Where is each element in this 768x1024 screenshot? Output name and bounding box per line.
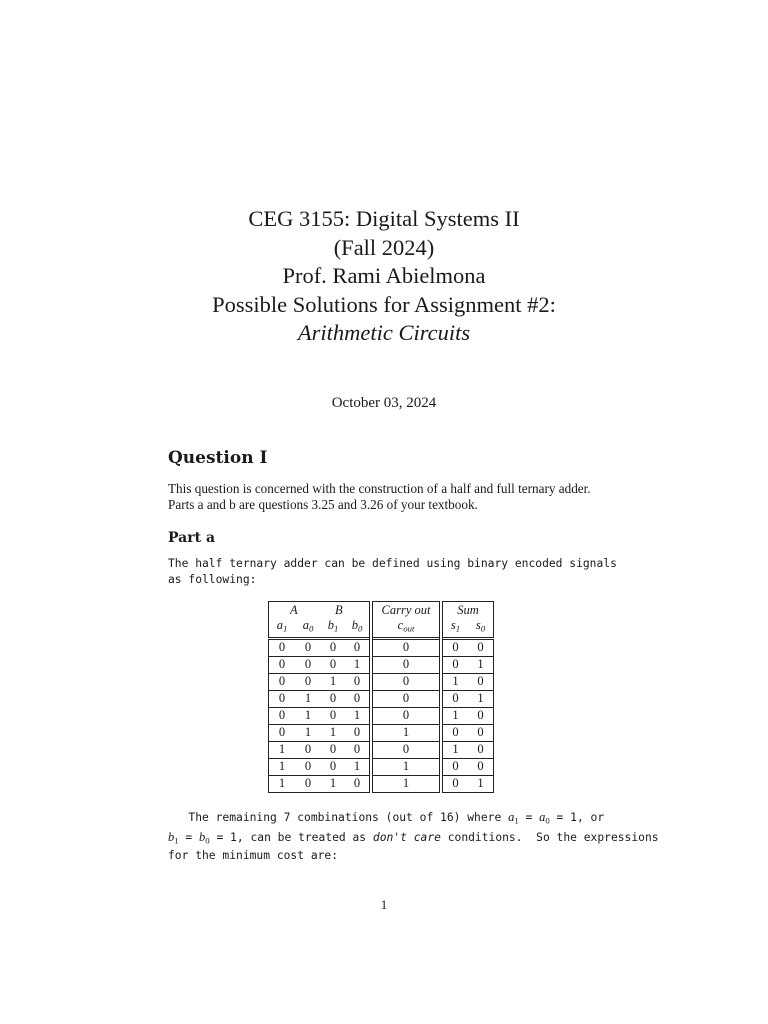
remaining-paragraph	[168, 809, 659, 864]
col-a0: $a_0$	[302, 618, 314, 634]
table-row: 0 0 0 1 0 0 1	[269, 656, 494, 673]
group-b-label: B	[345, 602, 371, 619]
intro-line-1: This question is concerned with the construction of a half and full ternary adder.	[168, 481, 591, 496]
page-number: 1	[380, 897, 388, 912]
table-column-header	[269, 618, 494, 638]
question-intro	[168, 481, 618, 513]
eq-b1: $b_1$	[168, 829, 179, 846]
group-sum-label: Sum	[441, 602, 494, 619]
truth-table	[268, 601, 494, 793]
remaining-line-3: for the minimum cost are:	[168, 849, 339, 863]
table-row: 0 1 0 0 0 0 1	[269, 690, 494, 707]
topic-title: Arithmetic Circuits	[297, 320, 471, 345]
title-block	[0, 205, 768, 348]
col-b0: $b_0$	[345, 618, 371, 638]
assignment-title: Possible Solutions for Assignment #2:	[212, 291, 556, 317]
course-title: CEG 3155: Digital Systems II	[248, 206, 520, 231]
dont-care-emphasis: don't care	[372, 830, 441, 844]
term: (Fall 2024)	[333, 234, 435, 260]
professor: Prof. Rami Abielmona	[282, 263, 486, 288]
intro-line-2: Parts a and b are questions 3.25 and 3.26 of your textbook.	[168, 497, 478, 512]
document-date: October 03, 2024	[331, 395, 437, 411]
eq-a0: $a_0$	[539, 810, 550, 826]
group-a-label: A	[295, 602, 321, 619]
col-s1: $s_1$	[450, 618, 461, 634]
remaining-line-2: $b_1 = b_0 = 1$, can be treated as don't care conditions. So the expressions	[168, 829, 659, 846]
table-row: 0 1 0 1 0 1 0	[269, 707, 494, 724]
part-a-line-2: as following:	[168, 573, 257, 586]
table-row: 0 0 0 0 0 0 0	[269, 638, 494, 656]
part-a-intro	[168, 556, 648, 588]
table-group-header	[269, 602, 494, 619]
col-a1: $a_1$	[269, 618, 296, 638]
table-row: 0 0 1 0 0 1 0	[269, 673, 494, 690]
table-row: 1 0 0 0 0 1 0	[269, 741, 494, 758]
table-row: 1 0 0 1 1 0 0	[269, 758, 494, 775]
part-a-heading: Part a	[168, 530, 216, 546]
table-row: 0 1 1 0 1 0 0	[269, 724, 494, 741]
remaining-line-1: The remaining 7 combinations (out of 16) where $a_1 = a_0 = 1$, or	[188, 810, 605, 826]
question-heading: Question I	[168, 448, 268, 468]
table-row: 1 0 1 0 1 0 1	[269, 775, 494, 792]
col-s0: $s_0$	[468, 618, 494, 638]
eq-b0: $b_0$	[199, 829, 210, 846]
part-a-line-1: The half ternary adder can be defined using binary encoded signals	[168, 557, 617, 570]
eq-a1: $a_1$	[508, 810, 519, 826]
col-b1: $b_1$	[327, 618, 339, 634]
col-cout: $c_{out}$	[371, 618, 441, 638]
group-carry-label: Carry out	[371, 602, 441, 619]
